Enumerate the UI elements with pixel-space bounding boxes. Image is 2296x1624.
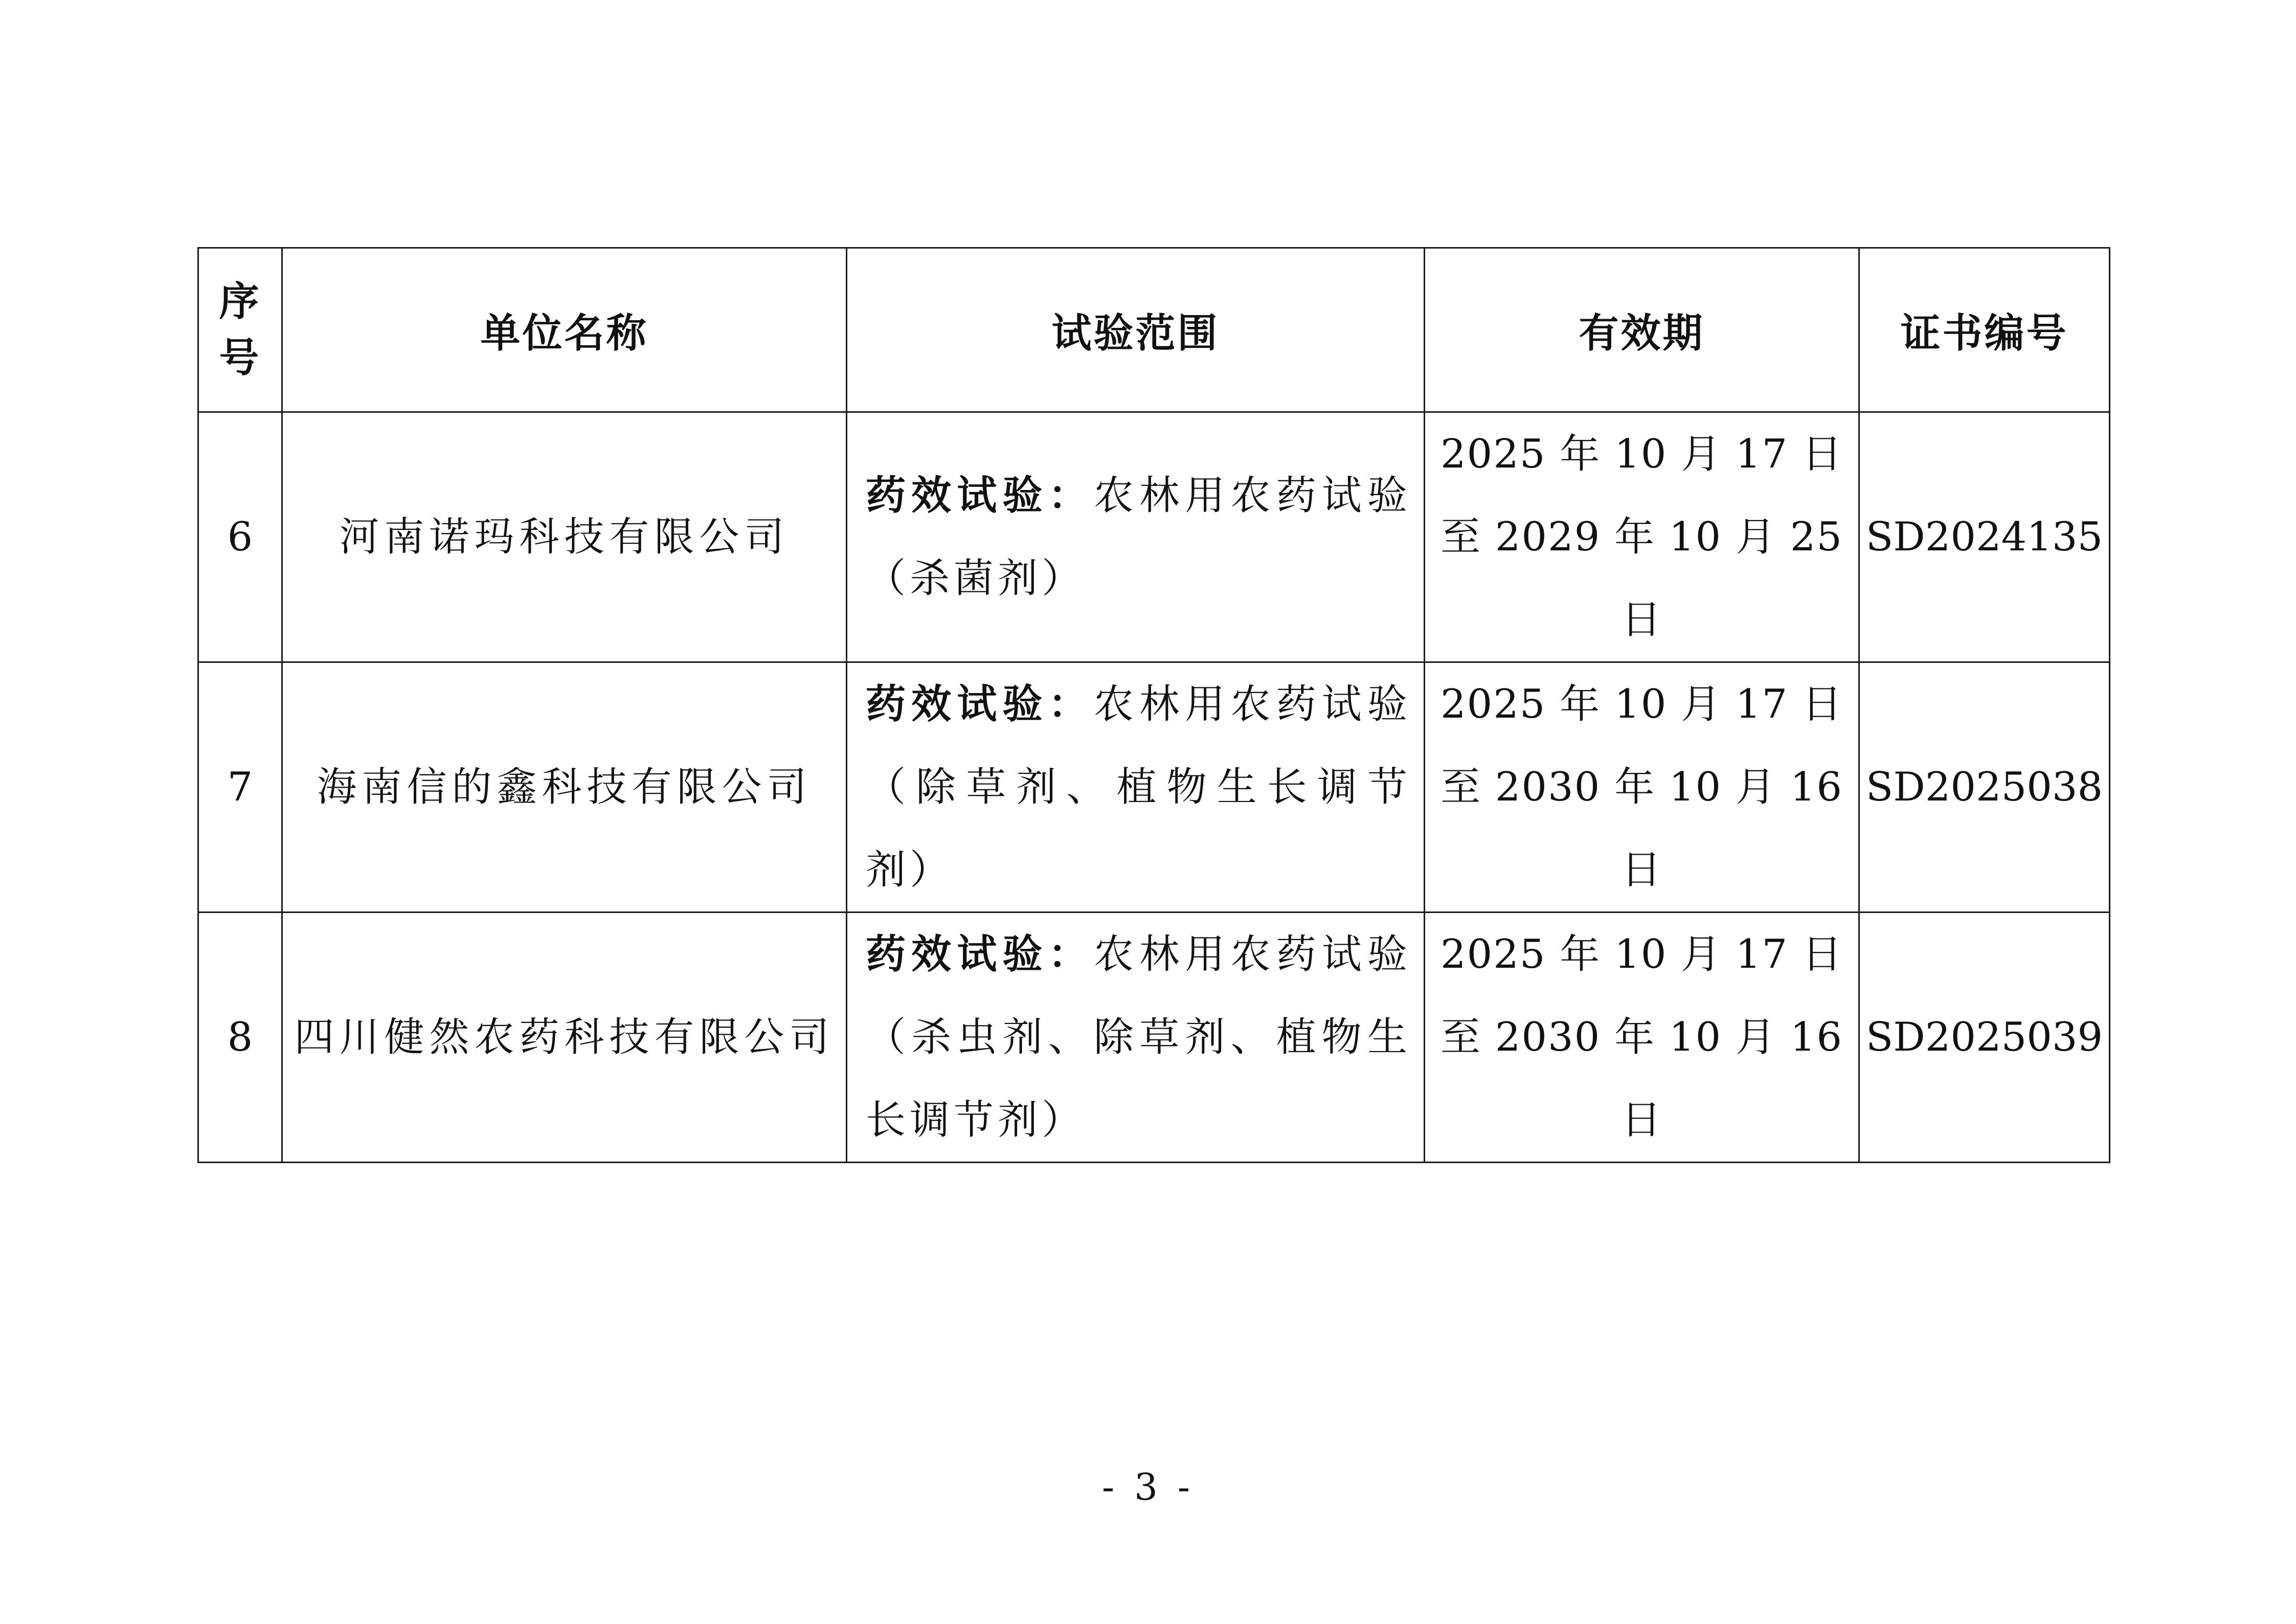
row-scope: [847, 412, 1425, 662]
row-company-name: 海南信的鑫科技有限公司: [282, 662, 847, 913]
header-scope: 试验范围: [847, 248, 1425, 412]
table-row: [198, 913, 2110, 1163]
row-scope-text: 农林用农药试验（除草剂、植物生长调节剂）: [866, 681, 1411, 893]
header-cert-no: 证书编号: [1859, 248, 2110, 412]
row-scope: [847, 913, 1425, 1163]
row-validity: [1425, 412, 1859, 662]
header-seq-line2: 号: [219, 335, 261, 381]
row-cert-no: SD2025039: [1859, 913, 2110, 1163]
row-scope-label: 药效试验：: [866, 931, 1094, 977]
row-valid-to: 至 2029 年 10 月 25 日: [1440, 514, 1843, 643]
row-scope-label: 药效试验：: [866, 681, 1094, 727]
row-cert-no: SD2024135: [1859, 412, 2110, 662]
page-number: - 3 -: [1101, 1465, 1195, 1508]
row-seq: 8: [198, 913, 282, 1163]
row-company-name: 四川健然农药科技有限公司: [282, 913, 847, 1163]
row-valid-to: 至 2030 年 10 月 16 日: [1440, 764, 1843, 893]
row-company-name: 河南诺玛科技有限公司: [282, 412, 847, 662]
row-scope-text: 农林用农药试验（杀虫剂、除草剂、植物生长调节剂）: [866, 931, 1411, 1143]
table-header-row: [198, 248, 2110, 412]
header-seq: [198, 248, 282, 412]
row-cert-no: SD2025038: [1859, 662, 2110, 913]
row-seq: 6: [198, 412, 282, 662]
table-row: [198, 662, 2110, 913]
table-row: [198, 412, 2110, 662]
row-seq: 7: [198, 662, 282, 913]
row-validity: [1425, 662, 1859, 913]
row-scope-content: [866, 663, 1411, 911]
row-valid-to: 至 2030 年 10 月 16 日: [1440, 1014, 1843, 1143]
header-seq-line1: 序: [219, 279, 261, 325]
row-scope-label: 药效试验：: [866, 473, 1094, 519]
row-scope-text: 农林用农药试验（杀菌剂）: [866, 473, 1411, 602]
row-valid-from: 2025 年 10 月 17 日: [1440, 931, 1843, 977]
row-valid-from: 2025 年 10 月 17 日: [1440, 681, 1843, 727]
row-scope-content: [866, 913, 1411, 1162]
row-scope: [847, 662, 1425, 913]
header-validity: 有效期: [1425, 248, 1859, 412]
row-valid-from: 2025 年 10 月 17 日: [1440, 431, 1843, 477]
row-scope-content: [866, 454, 1411, 620]
row-validity: [1425, 913, 1859, 1163]
header-name: 单位名称: [282, 248, 847, 412]
certificate-table: [197, 247, 2110, 1163]
